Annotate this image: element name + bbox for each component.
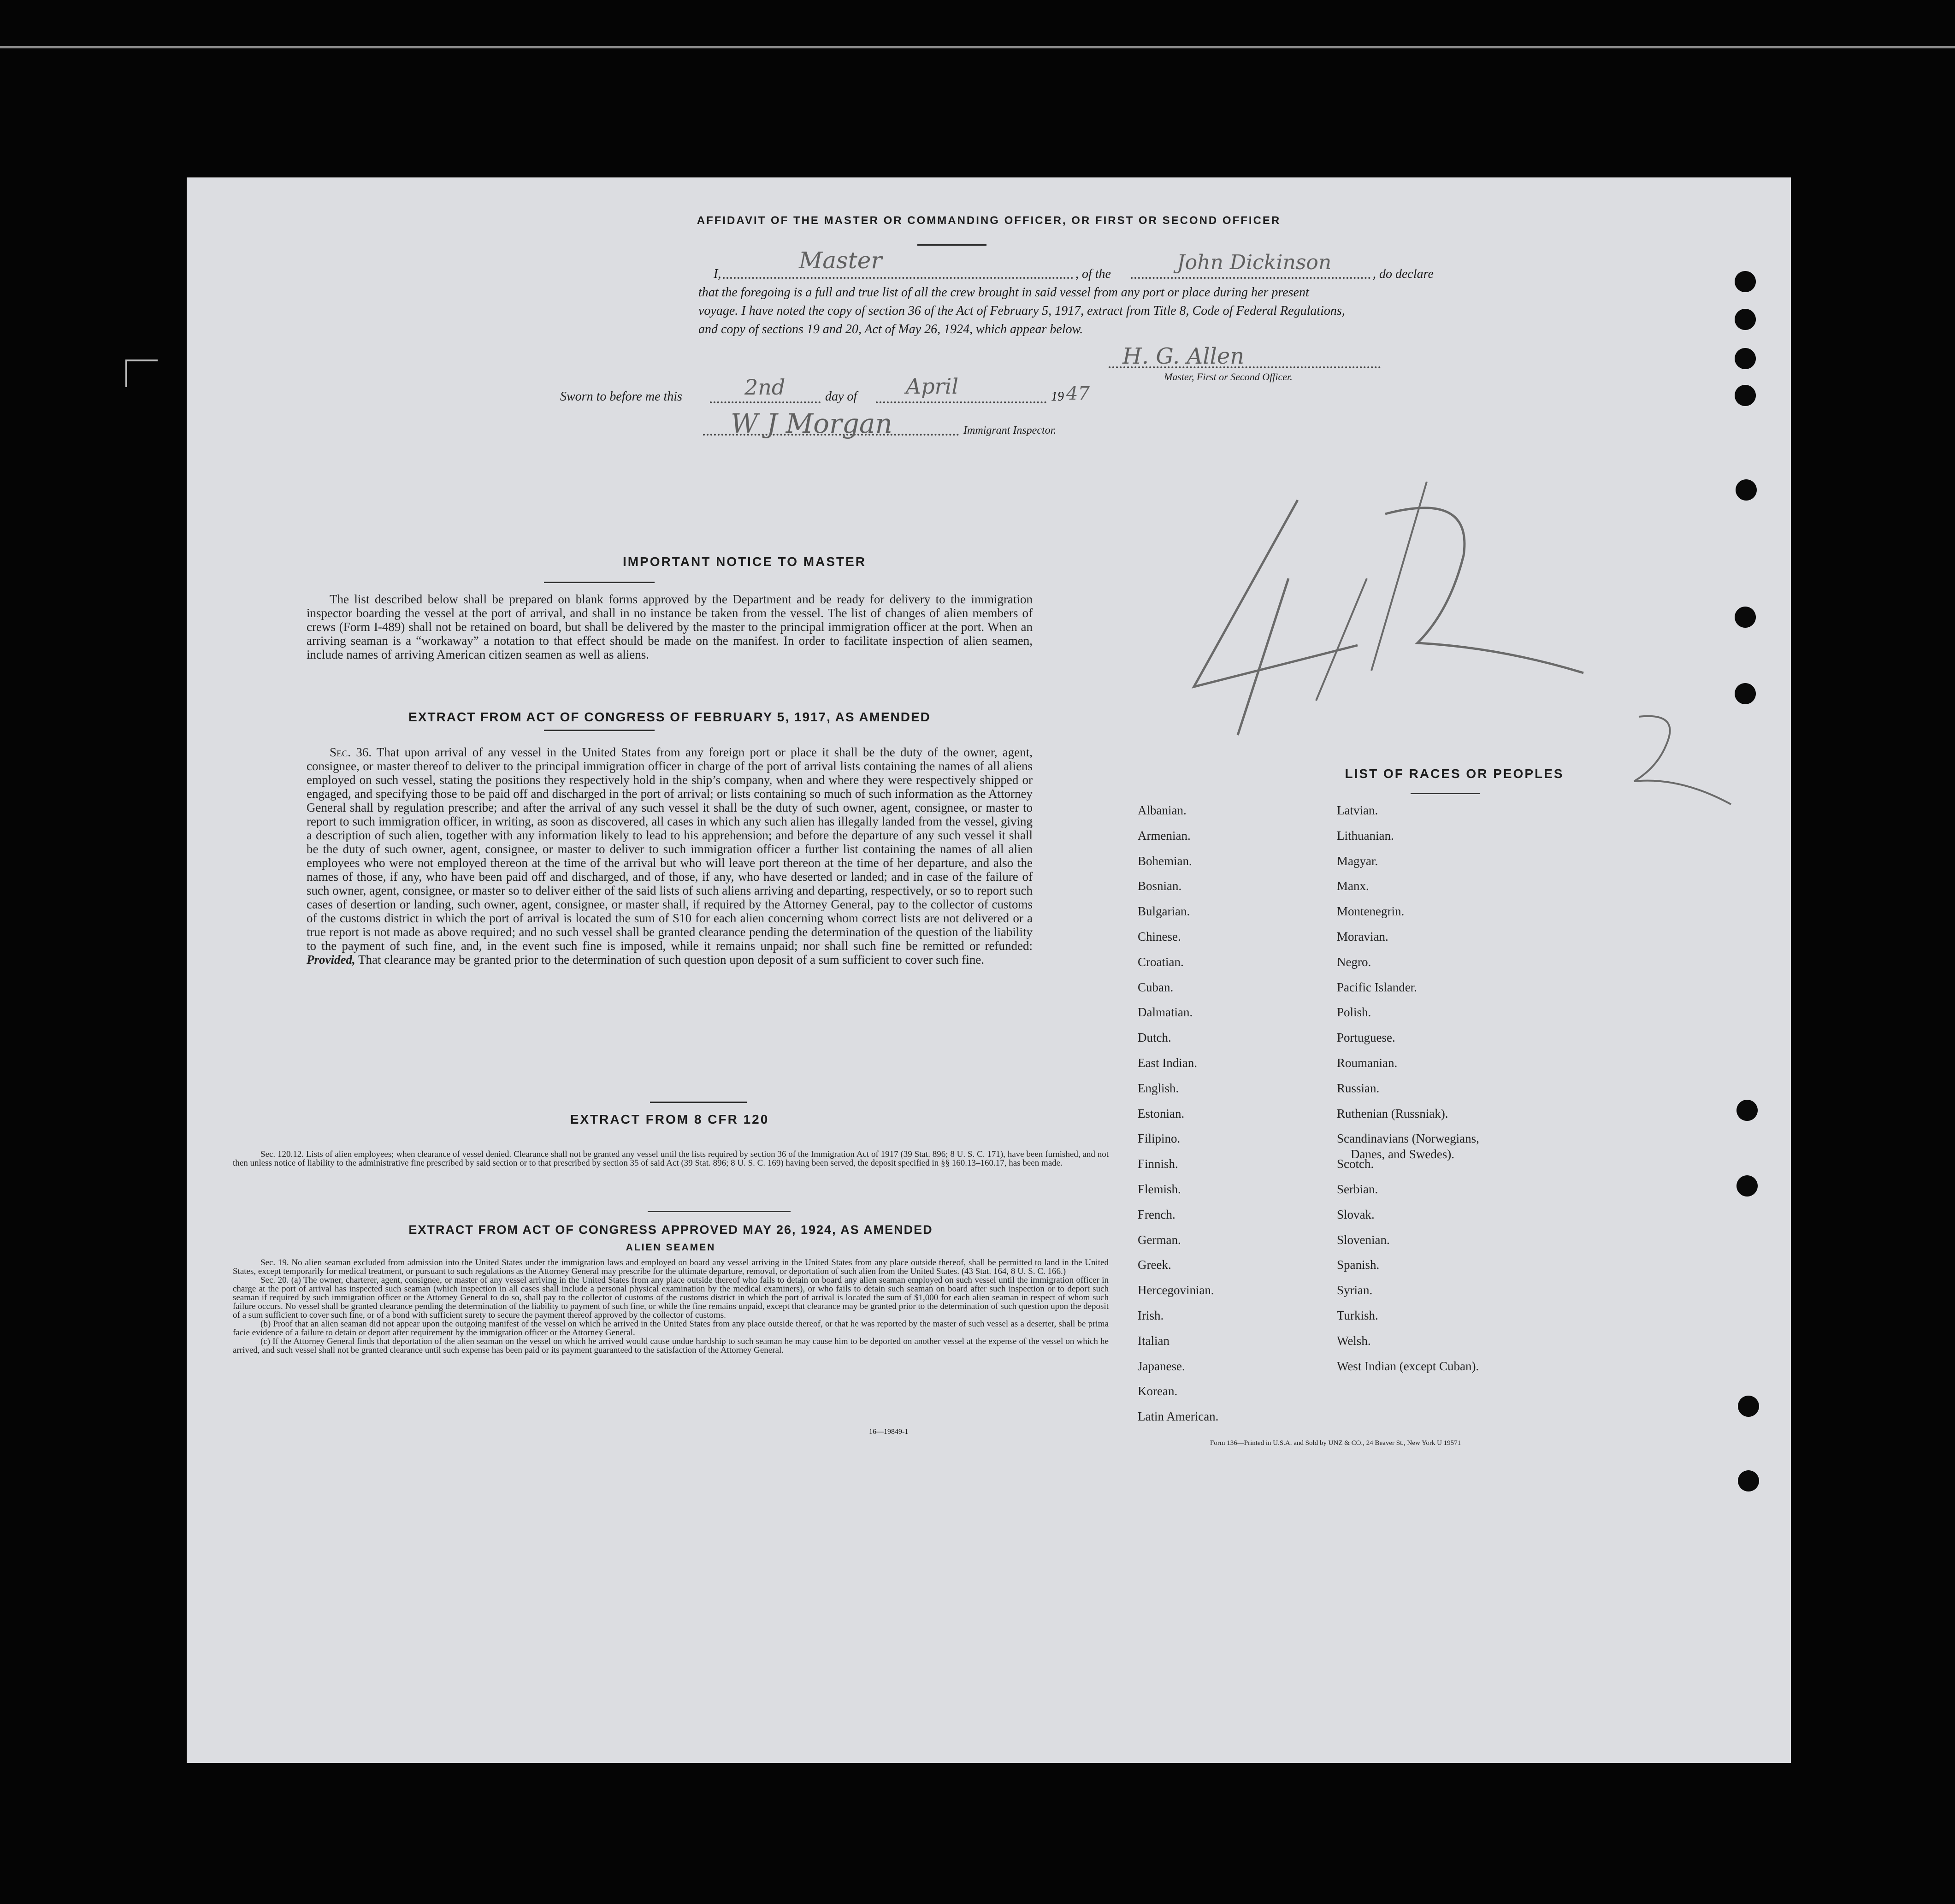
race-item: Chinese. [1138,930,1181,943]
month-blank [876,401,1046,403]
race-item: Portuguese. [1337,1031,1395,1045]
race-item: Latvian. [1337,803,1378,817]
proviso-word: Provided, [307,953,355,967]
extract-1917-title: EXTRACT FROM ACT OF CONGRESS OF FEBRUARY 5, 1917, AS AMENDED [408,710,931,724]
race-item: Bohemian. [1138,854,1192,868]
line1-of-the: , of the [1075,267,1111,281]
extract-1917-rule [544,730,655,731]
extract-1917-text [307,745,1033,967]
scan-edge-mark [125,360,158,361]
handwritten-day: 2nd [744,375,786,400]
sworn-prefix: Sworn to before me this [560,389,682,404]
race-item: Hercegovinian. [1138,1283,1214,1297]
race-item: Greek. [1138,1258,1171,1272]
race-item: Scotch. [1337,1157,1374,1171]
scanner-border-line [0,46,1955,48]
punch-hole [1738,1470,1759,1491]
cfr-title: EXTRACT FROM 8 CFR 120 [570,1112,769,1126]
title-rule [917,244,986,246]
handwritten-year: 47 [1066,383,1090,404]
declaration-line-4: and copy of sections 19 and 20, Act of May 26, 1924, which appear below. [698,322,1083,336]
punch-hole [1736,1100,1758,1121]
alien-seamen-subtitle: ALIEN SEAMEN [626,1242,716,1253]
race-item: Pacific Islander. [1337,980,1417,994]
sec-20c: (c) If the Attorney General finds that deportation of the alien seaman on the vessel on which he arrived would cause undue hardship to such seaman he may cause him to be deported on another vessel at the expense of the vessel on which he arrived, and such vessel shall not be granted clearance until such expense has been paid or its payment guaranteed to the satisfaction of the Attorney General. [233,1337,1109,1355]
sworn-day-of: day of [825,389,857,404]
declaration-line-2: that the foregoing is a full and true list of all the crew brought in said vessel from any port or place during her present [698,285,1309,300]
sworn-year-prefix: 19 [1051,389,1064,404]
race-item: English. [1138,1081,1179,1095]
race-item: Latin American. [1138,1409,1219,1424]
signature-blank [1109,366,1381,368]
race-item: Dutch. [1138,1031,1171,1045]
race-item: East Indian. [1138,1056,1197,1070]
affidavit-title: AFFIDAVIT OF THE MASTER OR COMMANDING OFFICER, OR FIRST OR SECOND OFFICER [697,214,1281,227]
race-item: Slovak. [1337,1207,1375,1221]
punch-hole [1736,479,1757,501]
document-page [187,177,1791,1763]
vessel-blank [1131,277,1370,279]
race-item: Cuban. [1138,980,1174,994]
race-item: Negro. [1337,955,1371,969]
notice-title: IMPORTANT NOTICE TO MASTER [622,554,867,569]
race-item: Moravian. [1337,930,1388,943]
act-1924-text [233,1258,1109,1355]
race-item: Danes, and Swedes). [1351,1147,1454,1161]
scan-edge-mark [125,360,127,387]
declaration-line-3: voyage. I have noted the copy of section 36 of the Act of February 5, 1917, extract from Title 8, Code of Federal Regulations, [698,304,1345,318]
race-item: Turkish. [1337,1309,1378,1322]
form-footer: Form 136—Printed in U.S.A. and Sold by UNZ & CO., 24 Beaver St., New York U 19571 [1210,1439,1461,1447]
sec-20a: Sec. 20. (a) The owner, charterer, agent, consignee, or master of any vessel arriving in the United States from any place outside thereof who fails to detain on board any alien seaman employed on such vessel until the immigration officer in charge at the port of arrival has inspected such seaman (which inspection in all cases shall include a personal physical examination by the medical examiners), or who fails to detain such seaman on board after such inspection or to deport such seaman if required by such immigration officer or the Attorney General to do so, shall pay to the collector of customs of the customs district in which the port of arrival is located the sum of $1,000 for each alien seaman in respect of whom such failure occurs. No vessel shall be granted clearance pending the determination of the liability to payment of such fine, or while the fine remains unpaid, except that clearance may be granted prior to the determination of such question upon the deposit of a sum sufficient to cover such fine, or of a bond with sufficient surety to secure the payment thereof approved by the collector of customs. [233,1275,1109,1320]
race-item: Albanian. [1138,803,1187,817]
punch-hole [1735,309,1756,330]
race-item: Lithuanian. [1337,828,1394,843]
cfr-text: Sec. 120.12. Lists of alien employees; when clearance of vessel denied. Clearance shall not be granted any vessel until the lists required by section 36 of the Immigration Act of 1917 (39 Stat. 896; 8 U. S. C. 171), have been furnished, and not then unless notice of liability to the administrative fine prescribed by said section or to that prescribed by section 35 of said Act (39 Stat. 896; 8 U. S. C. 169) having been served, the deposit specified in §§ 160.13–160.17, has been made. [233,1149,1109,1168]
notice-text: The list described below shall be prepared on blank forms approved by the Department and be ready for delivery to the immigration inspector boarding the vessel at the port of arrival, and shall in no instance be taken from the vessel. The list of changes of alien members of crews (Form I-489) shall not be retained on board, but shall be delivered by the master to the principal immigration officer at the port. When an arriving seaman is a “workaway” a notation to that effect should be made on the manifest. In order to facilitate inspection of alien seamen, include names of arriving American citizen seamen as well as aliens. [307,592,1033,661]
declaration-line-1 [527,247,1592,283]
race-item: Irish. [1138,1309,1164,1322]
race-item: Estonian. [1138,1106,1185,1120]
inspector-label: Immigrant Inspector. [963,424,1057,436]
cfr-top-rule [650,1102,747,1103]
punch-hole [1735,271,1756,292]
race-item: Slovenian. [1337,1232,1390,1247]
race-item: Roumanian. [1337,1056,1398,1070]
punch-hole [1735,348,1756,369]
race-item: Dalmatian. [1138,1005,1193,1020]
race-item: Croatian. [1138,955,1184,969]
race-item: Manx. [1337,879,1369,893]
signature-label: Master, First or Second Officer. [1164,371,1293,383]
name-blank [723,277,1073,279]
sec-36-body: That upon arrival of any vessel in the United States from any foreign port or place it shall be the duty of the owner, agent, consignee, or master thereof to deliver to the principal immigration officer in charge of the port of arrival lists containing the names of all aliens employed on such vessel, stating the positions they respectively hold in the ship’s company, when and where they were respectively shipped or engaged, and specifying those to be paid off and discharged in the port of arrival; or lists containing so much of such information as the Attorney General shall by regulation prescribe; and after the arrival of any such vessel it shall be the duty of such owner, agent, consignee, or master to report to such immigration officer, in writing, as soon as discovered, all cases in which any such alien has illegally landed from the vessel, giving a description of such alien, together with any information likely to lead to his apprehension; and before the departure of any such vessel it shall be the duty of such owner, agent, consignee, or master to deliver to such immigration officer a further list containing the names of all alien employees who were not employed thereon at the time of the arrival but who will leave port thereon at the time of her departure, and also the names of those, if any, who have been paid off and discharged, and of those, if any, who have deserted or landed; and in case of the failure of such owner, agent, consignee, or master so to deliver either of the said lists of such aliens arriving and departing, respectively, or so to report such cases of desertion or landing, such owner, agent, consignee, or master shall, if required by the Attorney General, pay to the collector of customs of the customs district in which the port of arrival is located the sum of $10 for each alien concerning whom correct lists are not delivered or a true report is not made as above required; and no such vessel shall be granted clearance pending the determination of the question of the liability to the payment of such fine, and, in the event such fine is imposed, while it remains unpaid; nor shall such fine be remitted or refunded: [307,745,1033,953]
handwritten-signature: H. G. Allen [1122,343,1245,369]
race-item: Scandinavians (Norwegians, [1337,1132,1479,1146]
sec-20b: (b) Proof that an alien seaman did not appear upon the outgoing manifest of the vessel on which he arrived in the United States from any place outside thereof, or that he was reported by the master of such vessel as a deserter, shall be prima facie evidence of a failure to detain or deport after requirement by the immigration officer or the Attorney General. [233,1319,1109,1338]
handwritten-month: April [906,374,959,399]
act-1924-title: EXTRACT FROM ACT OF CONGRESS APPROVED MAY 26, 1924, AS AMENDED [408,1223,933,1237]
handwritten-master: Master [799,247,882,274]
race-item: Polish. [1337,1005,1371,1020]
race-item: French. [1138,1207,1175,1221]
race-item: Bosnian. [1138,879,1182,893]
line1-prefix: I, [714,267,721,281]
race-item: West Indian (except Cuban). [1337,1359,1479,1373]
act-1924-top-rule [648,1211,791,1212]
race-item: Serbian. [1337,1182,1378,1196]
print-code: 16—19849-1 [869,1428,909,1436]
affidavit-declaration [527,247,1592,336]
race-item: Russian. [1337,1081,1380,1095]
race-item: German. [1138,1232,1181,1247]
race-item: Finnish. [1138,1157,1178,1171]
notice-rule [544,582,655,583]
pencil-annotation-4-2 [1178,463,1754,924]
race-item: Montenegrin. [1337,904,1405,919]
race-item: Japanese. [1138,1359,1185,1373]
punch-hole [1736,1175,1758,1197]
race-item: Welsh. [1337,1333,1371,1348]
punch-hole [1735,607,1756,628]
handwritten-vessel-name: John Dickinson [1177,251,1332,274]
punch-hole [1735,385,1756,406]
race-item: Ruthenian (Russniak). [1337,1106,1448,1120]
sec-19: Sec. 19. No alien seaman excluded from admission into the United States under the immigration laws and employed on board any vessel arriving in the United States from any place outside thereof, shall be permitted to land in the United States, except temporarily for medical treatment, or pursuant to such regulations as the Attorney General may prescribe for the ultimate departure, removal, or deportation of such alien from the United States. (43 Stat. 164, 8 U. S. C. 166.) [233,1258,1109,1276]
race-item: Flemish. [1138,1182,1181,1196]
races-title: LIST OF RACES OR PEOPLES [1345,766,1564,781]
race-item: Korean. [1138,1384,1178,1398]
punch-hole [1738,1396,1759,1417]
race-item: Bulgarian. [1138,904,1190,919]
day-blank [710,401,821,403]
punch-hole [1735,683,1756,704]
race-item: Armenian. [1138,828,1191,843]
race-item: Magyar. [1337,854,1378,868]
race-item: Spanish. [1337,1258,1380,1272]
race-item: Italian [1138,1333,1169,1348]
race-item: Syrian. [1337,1283,1373,1297]
sec-36-label: Sec. 36. [330,745,372,759]
line1-suffix: , do declare [1373,267,1434,281]
handwritten-inspector: W J Morgan [731,408,892,439]
proviso-text: That clearance may be granted prior to the determination of such question upon deposit of a sum sufficient to cover such fine. [358,953,985,967]
race-item: Filipino. [1138,1132,1181,1146]
